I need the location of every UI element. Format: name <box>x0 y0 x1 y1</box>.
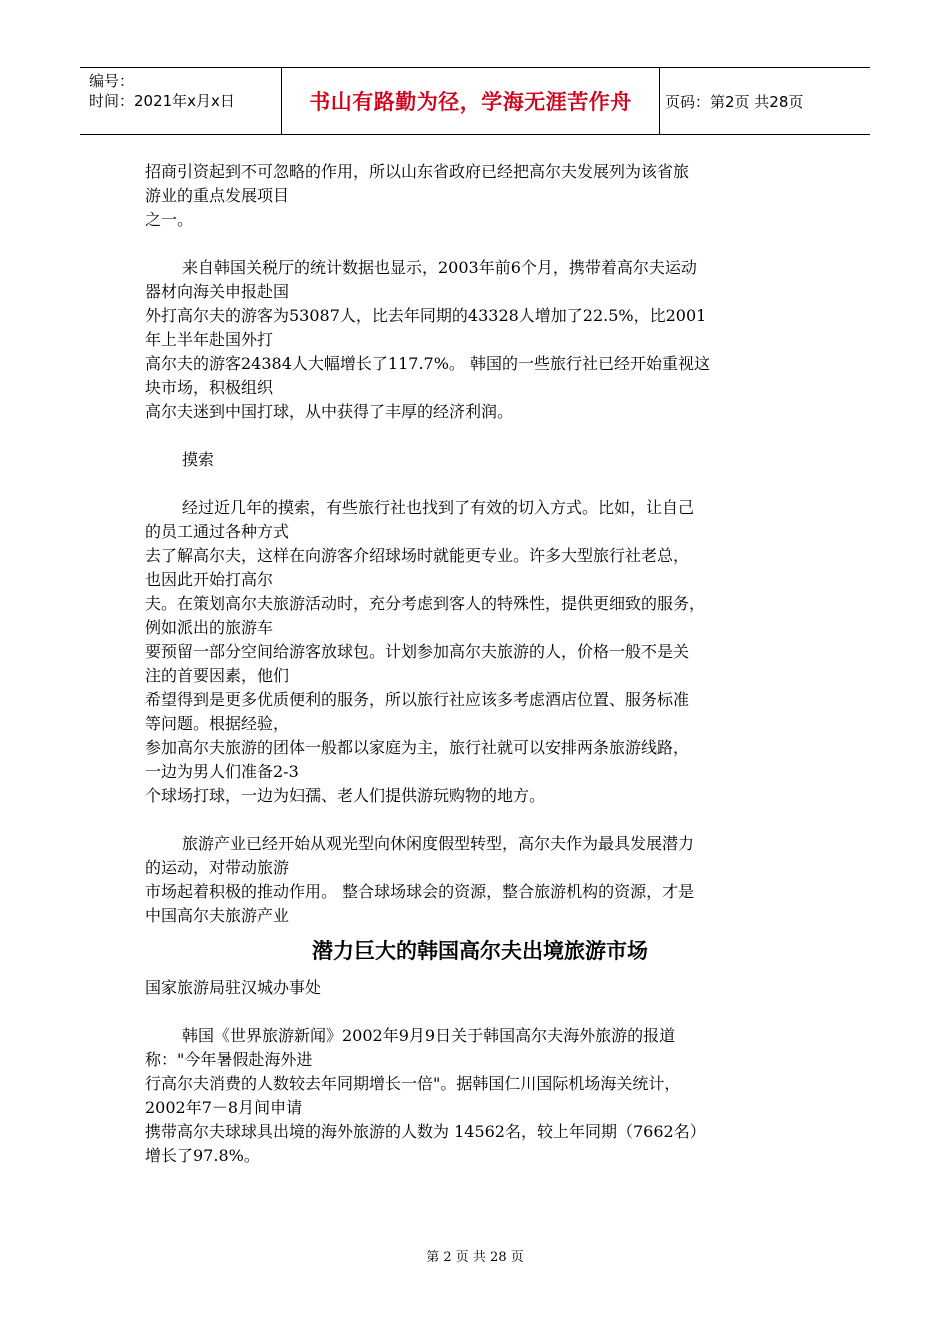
text-line: 摸索 <box>182 450 215 469</box>
text-line: 游业的重点发展项目 <box>145 186 290 205</box>
section-title: 潜力巨大的韩国高尔夫出境旅游市场 <box>312 939 648 963</box>
paragraph-3 <box>145 448 815 472</box>
text-line: 的运动，对带动旅游 <box>145 858 290 877</box>
text-line: 2002年7－8月间申请 <box>145 1098 303 1117</box>
header-meta-cell <box>80 68 282 134</box>
text-line: 例如派出的旅游车 <box>145 618 274 637</box>
text-line: 之一。 <box>145 210 194 229</box>
text-line: 的员工通过各种方式 <box>145 522 290 541</box>
author-line: 国家旅游局驻汉城办事处 <box>145 978 322 997</box>
text-line: 高尔夫迷到中国打球，从中获得了丰厚的经济利润。 <box>145 402 514 421</box>
text-line: 年上半年赴国外打 <box>145 330 274 349</box>
header-motto: 书山有路勤为径，学海无涯苦作舟 <box>309 90 632 114</box>
footer-page-number: 第 2 页 共 28 页 <box>426 1250 524 1265</box>
text-line: 韩国《世界旅游新闻》2002年9月9日关于韩国高尔夫海外旅游的报道 <box>182 1026 676 1045</box>
paragraph-4 <box>145 496 815 808</box>
text-line: 块市场，积极组织 <box>145 378 274 397</box>
header-page-info: 页码：第2页 共28页 <box>665 92 804 111</box>
text-line: 夫。在策划高尔夫旅游活动时，充分考虑到客人的特殊性，提供更细致的服务， <box>145 594 706 613</box>
text-line: 中国高尔夫旅游产业 <box>145 906 290 925</box>
text-line: 参加高尔夫旅游的团体一般都以家庭为主，旅行社就可以安排两条旅游线路， <box>145 738 690 757</box>
text-line: 希望得到是更多优质便利的服务，所以旅行社应该多考虑酒店位置、服务标准 <box>145 690 690 709</box>
text-line: 高尔夫的游客24384人大幅增长了117.7%。 韩国的一些旅行社已经开始重视这 <box>145 354 710 373</box>
text-line: 来自韩国关税厅的统计数据也显示，2003年前6个月，携带着高尔夫运动 <box>182 258 697 277</box>
document-time-label: 时间：2021年x月x日 <box>89 92 235 110</box>
text-line: 携带高尔夫球球具出境的海外旅游的人数为 14562名，较上年同期（7662名） <box>145 1122 706 1141</box>
document-header <box>80 67 870 135</box>
paragraph-2 <box>145 256 815 424</box>
text-line: 旅游产业已经开始从观光型向休闲度假型转型，高尔夫作为最具发展潜力 <box>182 834 695 853</box>
document-body <box>145 160 815 1168</box>
text-line: 增长了97.8%。 <box>145 1146 260 1165</box>
text-line: 经过近几年的摸索，有些旅行社也找到了有效的切入方式。比如，让自己 <box>182 498 695 517</box>
text-line: 个球场打球，一边为妇孺、老人们提供游玩购物的地方。 <box>145 786 546 805</box>
text-line: 要预留一部分空间给游客放球包。计划参加高尔夫旅游的人，价格一般不是关 <box>145 642 690 661</box>
text-line: 行高尔夫消费的人数较去年同期增长一倍"。据韩国仁川国际机场海关统计， <box>145 1074 681 1093</box>
paragraph-5 <box>145 832 815 928</box>
paragraph-1 <box>145 160 815 232</box>
text-line: 市场起着积极的推动作用。 整合球场球会的资源，整合旅游机构的资源，才是 <box>145 882 695 901</box>
text-line: 外打高尔夫的游客为53087人，比去年同期的43328人增加了22.5%，比2001 <box>145 306 707 325</box>
document-number-label: 编号： <box>89 72 135 90</box>
text-line: 一边为男人们准备2-3 <box>145 762 299 781</box>
text-line: 等问题。根据经验， <box>145 714 290 733</box>
text-line: 也因此开始打高尔 <box>145 570 274 589</box>
text-line: 称："今年暑假赴海外进 <box>145 1050 313 1069</box>
header-motto-cell <box>282 68 660 134</box>
text-line: 去了解高尔夫，这样在向游客介绍球场时就能更专业。许多大型旅行社老总， <box>145 546 690 565</box>
header-page-cell <box>660 68 870 134</box>
paragraph-6 <box>145 1024 815 1168</box>
text-line: 注的首要因素，他们 <box>145 666 290 685</box>
text-line: 招商引资起到不可忽略的作用，所以山东省政府已经把高尔夫发展列为该省旅 <box>145 162 690 181</box>
text-line: 器材向海关申报赴国 <box>145 282 290 301</box>
page-footer <box>0 1246 950 1265</box>
